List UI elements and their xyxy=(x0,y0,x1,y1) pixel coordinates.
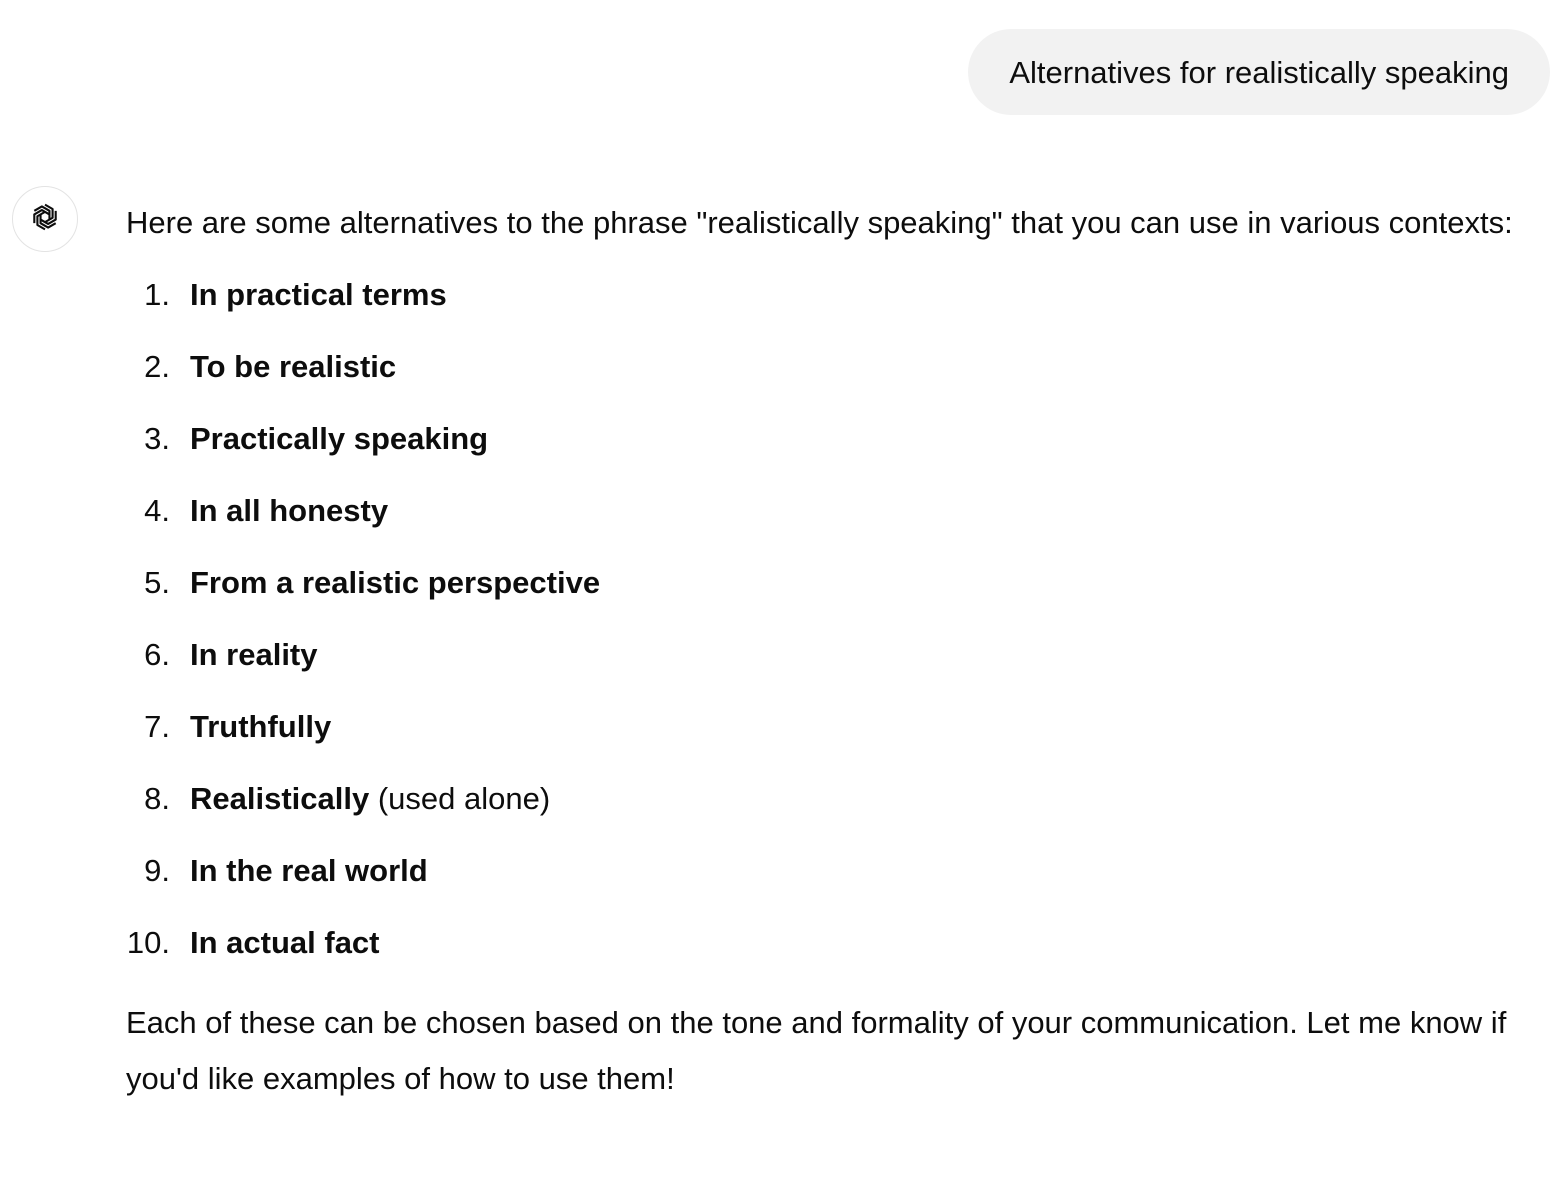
assistant-avatar xyxy=(12,186,78,252)
list-item xyxy=(126,483,1526,555)
list-item xyxy=(126,915,1526,987)
list-item-number: 5. xyxy=(144,565,170,600)
list-item-term: From a realistic perspective xyxy=(190,565,601,600)
list-item-number: 4. xyxy=(144,493,170,528)
list-item xyxy=(126,699,1526,771)
list-item xyxy=(126,555,1526,627)
alternatives-list xyxy=(126,267,1526,987)
list-item-term: Practically speaking xyxy=(190,421,489,456)
list-item-term: In practical terms xyxy=(190,277,447,312)
assistant-intro: Here are some alternatives to the phrase "realistically speaking" that you can use in various contexts: xyxy=(126,205,1513,240)
list-item xyxy=(126,411,1526,483)
list-item-number: 8. xyxy=(144,781,170,816)
assistant-message xyxy=(126,195,1526,1107)
list-item xyxy=(126,627,1526,699)
list-item-term: In actual fact xyxy=(190,925,380,960)
list-item-number: 9. xyxy=(144,853,170,888)
list-item-term: In reality xyxy=(190,637,318,672)
list-item xyxy=(126,339,1526,411)
list-item-term: To be realistic xyxy=(190,349,397,384)
list-item-term: Truthfully xyxy=(190,709,332,744)
list-item-number: 3. xyxy=(144,421,170,456)
list-item-term: Realistically xyxy=(190,781,370,816)
list-item-number: 6. xyxy=(144,637,170,672)
user-message-bubble xyxy=(968,29,1550,115)
list-item-number: 10. xyxy=(126,925,170,960)
user-message-text: Alternatives for realistically speaking xyxy=(1009,54,1509,90)
list-item-term: In the real world xyxy=(190,853,428,888)
list-item-term: In all honesty xyxy=(190,493,389,528)
openai-logo-icon xyxy=(26,198,64,241)
list-item xyxy=(126,843,1526,915)
list-item xyxy=(126,267,1526,339)
list-item-number: 2. xyxy=(144,349,170,384)
list-item xyxy=(126,771,1526,843)
assistant-outro: Each of these can be chosen based on the tone and formality of your communication. Let me know if you'd like examples of how to use them! xyxy=(126,1005,1507,1096)
list-item-number: 7. xyxy=(144,709,170,744)
list-item-number: 1. xyxy=(144,277,170,312)
list-item-note: (used alone) xyxy=(369,781,551,816)
